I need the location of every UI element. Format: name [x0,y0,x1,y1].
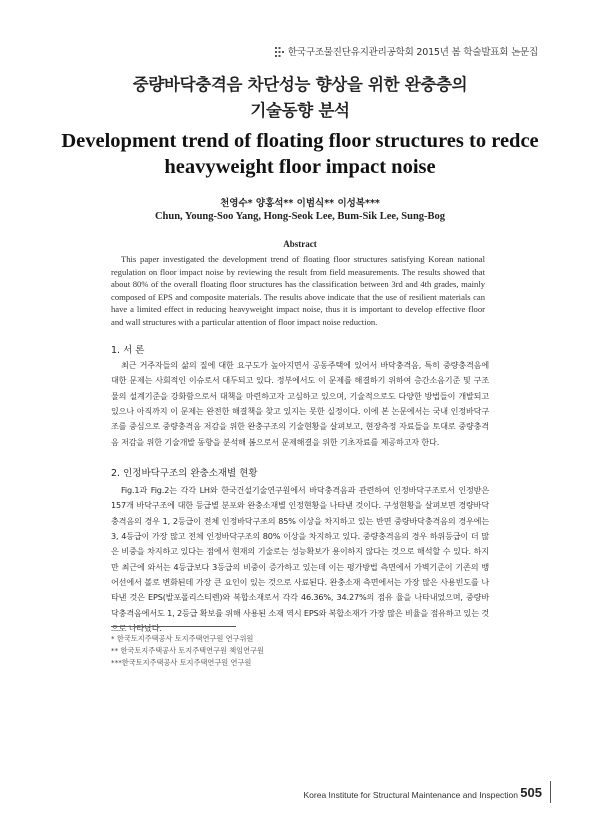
footer-divider [550,781,551,803]
abstract-text: This paper investigated the development trend of floating floor structures satisfying Korean national regulation on floor impact noise by reviewing the result from field measurements. The results showed that about 80% of the overall floating floor structures has the classification between 3rd and 4th grades, mainly composed of EPS and composite materials. The results above indicate that the use of resilient materials can have a limited effect in reducing heavyweight impact noise, thus it is important to develop effective floor and wall structures with a particular attention of floor impact noise reduction. [111,254,485,327]
running-title: 한국구조물진단유지관리공학회 2015년 봄 학술발표회 논문집 [287,47,538,58]
section-heading-status: 2. 인정바닥구조의 완충소재별 현황 [111,468,258,479]
footer-institute: Korea Institute for Structural Maintenance and Inspection [303,790,518,800]
section-heading-introduction: 1. 서 론 [111,345,145,356]
footnotes [111,633,264,670]
footnote-2: ** 한국토지주택공사 토지주택연구원 책임연구원 [111,646,264,656]
page-number: 505 [520,785,542,800]
english-title-line2: heavyweight floor impact noise [164,156,436,178]
footnote-1: * 한국토지주택공사 토지주택연구원 연구위원 [111,634,254,643]
running-header [275,44,538,60]
authors-korean: 천영수* 양홍석** 이범식** 이성복*** [220,198,380,209]
korean-title-line2: 기술동향 분석 [250,101,350,120]
authors-english: Chun, Young-Soo Yang, Hong-Seok Lee, Bum-Sik Lee, Sung-Bog [154,211,446,222]
footnote-divider [111,626,236,627]
english-title-line1: Development trend of floating floor structures to redce [61,130,539,152]
english-title [0,128,600,180]
grid-dots-icon [275,47,284,60]
footnote-3: ***한국토지주택공사 토지주택연구원 연구원 [111,658,252,668]
section-text-introduction: 최근 거주자들의 삶의 질에 대한 요구도가 높아지면서 공동주택에 있어서 바닥충격음, 특히 중량충격음에 대한 문제는 사회적인 이슈로서 대두되고 있다. 정부에서도 이 문제를 해결하기 위하여 층간소음기준 및 구조물의 설계기준을 강화함으로서 대책을 마련하고자 고심하고 있으며, 기술적으로도 다양한 방법들이 개발되고 있으나 아직까지 이 문제는 완전한 해결책을 찾고 있지는 못한 실정이다. 이에 본 논문에서는 국내 인정바닥구조를 중심으로 중량충격음 저감을 위한 완충구조의 기술현황을 살펴보고, 현장측정 자료들을 토대로 중량충격음 저감을 위한 기술개발 동향을 분석해 봄으로서 문제해결을 위한 기초자료를 제공하고자 한다. [111,360,489,447]
abstract-heading: Abstract [283,239,317,249]
korean-title [0,72,600,124]
section-text-status: Fig.1과 Fig.2는 각각 LH와 한국건설기술연구원에서 바닥충격음과 관련하여 인정바닥구조로서 인정받은 157개 바닥구조에 대한 등급별 분포와 완충소재별 인정현황을 나타낸 것이다. 구성현황을 살펴보면 경량바닥충격음의 경우 1, 2등급이 전체 인정바닥구조의 85% 이상을 차지하고 있는 반면 중량바닥충격음의 경우에는 3, 4등급이 가장 많고 전체 인정바닥구조의 80% 이상을 차지하고 있다. 중량충격음의 경우 하위등급이 더 많은 비중을 차지하고 있다는 점에서 현재의 기술로는 성능확보가 용이하지 않다는 것으로 해석할 수 있다. 하지만 최근에 와서는 4등급보다 3등급의 비중이 증가하고 있는데 이는 평가방법 측면에서 가벽기준이 기존의 뱅어선에서 볼로 변화된데 가장 큰 요인이 있는 것으로 사료된다. 완충소재 측면에서는 가장 많은 사용빈도를 나타낸 것은 EPS(발포폴리스티렌)와 복합소재로서 각각 46.36%, 34.27%의 점유 율을 나타내었으며, 중량바닥충격음에서도 1, 2등급 확보를 위해 사용된 소재 역시 EPS와 복합소재가 가장 많은 비율을 점유하고 있는 것으로 나타났다. [111,485,489,634]
korean-title-line1: 중량바닥충격음 차단성능 향상을 위한 완충층의 [132,75,468,94]
